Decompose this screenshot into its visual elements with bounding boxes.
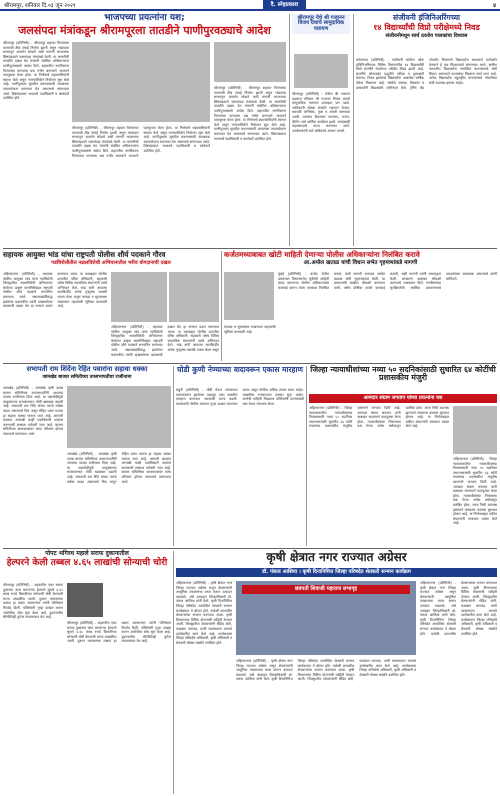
- article-headline: जलसंपदा मंत्रांकडून श्रीरामपूरला तातडीने पाणीपुरवठ्याचे आदेश: [18, 24, 271, 38]
- photo-minister-meeting: [72, 42, 210, 122]
- photo-mla-jagtap: [453, 406, 497, 454]
- article-headline: कृषी क्षेत्रात नगर राज्यात अग्रेसर: [266, 550, 407, 564]
- article-headline: सहायक आयुक्त भांड यांचा राष्ट्रपती पोलीस शौर्य पदकाने गौरव: [3, 250, 166, 259]
- article-subheadline-band: डॉ. पंकज आशिया । कृषी दिनानिमित्त जिल्हा परिषदेत शेतकरी सन्मान कार्यक्रम: [176, 568, 497, 577]
- article-kicker: पोपट भगिरथ महाले सराफ दुकानातील: [45, 550, 129, 557]
- masthead: [0, 0, 500, 11]
- photo-medal-ceremony: [111, 272, 167, 322]
- photo-banner-text: छत्रपती शिवाजी महाराज सभागृह: [242, 585, 410, 594]
- article-headline: घोडी कुणी नेण्याच्या वादावरून एकास मारहाण: [177, 365, 303, 374]
- article-body: श्रीरामपूर (प्रतिनिधी) - येथील श्री गजानन महाराज मंदिरात श्री गजानन विजय ग्रंथाचे सामुदायिक पारायण उत्साहात पार पडले. भाविकांनी मोठ्या संख्येने सहभाग घेतला. सकाळी अभिषेक, पूजा व आरती करण्यात आली. त्यानंतर दिवसभर पारायण, भजन, कीर्तन असे धार्मिक कार्यक्रम झाले. सायंकाळी महाप्रसादाचे वाटप करण्यात आले. आयोजकांनी सर्व भाविकांचे आभार मानले.: [292, 92, 350, 133]
- photo-parayan: [294, 54, 348, 88]
- article-body-cont: अहिल्यानगर (प्रतिनिधी) - जिल्हा न्यायालयातील न्यायाधीशांच्या निवासासाठी नव्या ५० सदनिका उभारण्यासाठी सुधारित ६४ कोटी रुपयांच्या प्रशासकीय मंजुरीस शासनाने मान्यता दिली आहे. आमदार संग्राम जगताप यांनी याबाबत सातत्याने पाठपुरावा केला होता. न्यायाधीशांच्या निवासाचा प्रश्न गेल्या अनेक वर्षांपासून प्रलंबित होता. आता निधी उपलब्ध झाल्याने लवकरच कामास सुरुवात होणार आहे. या निर्णयाबद्दल वकील संघटनांनी समाधान व्यक्त केले आहे.: [453, 457, 497, 526]
- article-karjat: [224, 251, 497, 361]
- article-sanjivani: [356, 14, 497, 246]
- article-subheadline: आ.अमोल खताळ यांची विधान सभेत गृहमंत्र्यांकडे मागणी: [303, 259, 418, 266]
- article-subheadline: संजीवनीमधून सार्थ ठरतोय पालकांचा विश्वास: [385, 33, 468, 40]
- article-body-cont: जामखेड (प्रतिनिधी) - जामखेड कृषी उत्पन्न बाजार समितीच्या उपसभापतींनी आपल्या पदाचा राजीनामा दिला आहे. या घडामोडीमुळे तालुक्याच्या राजकारणात मोठी खळबळ उडाली आहे. सभापती राम शिंदे यांच्या गटाचे वर्चस्व वाढत असल्याचे चित्र असून रोहित पवार गटाला हा सहावा धक्का मानला जात आहे. आगामी काळात आणखी काही पदाधिकारी पक्षांतर करण्याची शक्यता वर्तवली जात आहे. बाजार समितीच्या कामकाजावर याचा परिणाम होणार नसल्याचे सांगण्यात आले.: [67, 452, 171, 484]
- article-horse-dispute: [176, 366, 304, 546]
- article-judges-flats: [309, 366, 497, 546]
- article-body: मुंबई (प्रतिनिधी) - कर्जत येथील प्रकरणात विधानसभेत चुकीची माहिती सादर करणाऱ्या पोलीस अधिकाऱ्यांवर कारवाई करून त्यांना तात्काळ निलंबित करावे, अशी मागणी आमदार अमोल खताळ यांनी गृहमंत्र्यांकडे केली. या प्रकरणाची सखोल चौकशी करण्यात यावी, तसेच दोषींवर कठोर कारवाई करावी, अशी मागणी त्यांनी सभागृहात केली. सरकारने याबाबत चौकशी करण्याचे आश्वासन दिले. नागरिकांच्या सुरक्षिततेशी संबंधित प्रकरणांमध्ये पारदर्शकता आवश्यक असल्याचे त्यांनी सांगितले.: [278, 272, 497, 290]
- article-body-cont: अहिल्यानगर (प्रतिनिधी) - सहायक पोलीस आयुक्त भांड यांना गडचिरोली जिल्ह्यातील नक्षलविरोधी अभियानात केलेल्या उत्कृष्ट कामगिरीबद्दल राष्ट्रपती पोलीस शौर्य पदकाने सन्मानित करण्यात आले. नक्षलवाद्यांविरुद्ध झालेल्या चकमकीत त्यांनी दाखवलेल्या धाडसाची दखल घेत हा सन्मान प्रदान करण्यात आला. या यशाबद्दल पोलीस दलातील वरिष्ठ अधिकारी, सहकारी तसेच विविध सामाजिक संघटनांनी त्यांचे अभिनंदन केले. भांड यांनी आपल्या कारकिर्दीत अनेक गुन्ह्यांचा यशस्वी तपास केला असून कायदा व सुव्यवस्था राखण्यात महत्त्वाची भूमिका बजावली आहे.: [111, 325, 276, 357]
- article-subheadline: गडचिरोलीतील नक्षलविरोधी अभियानातील भरीव योगदानाची दखल: [51, 259, 171, 266]
- article-body: श्रीरामपूर (प्रतिनिधी) - शहरातील एका सराफ दुकानात काम करणाऱ्या हेल्परने सुमारे ४.६५ लाख रुपये किमतीच्या सोन्याची चोरी केल्याची घटना उघडकीस आली. दुकान मालकाच्या लक्षात हा प्रकार आल्यानंतर त्यांनी पोलिसांत फिर्याद दिली. पोलिसांनी गुन्हा दाखल करून आरोपीचा शोध सुरू केला आहे. दुकानातील सीसीटीव्ही फुटेज तपासण्यात येत आहे.: [3, 583, 63, 620]
- photo-theft-illustration: [67, 583, 103, 617]
- article-water-col3: श्रीरामपूर (प्रतिनिधी) - श्रीरामपूर शहरात पिण्याच्या पाण्याची तीव्र टंचाई निर्माण झाली असून भंडारदरा धरणातून आवर्तन सोडावे अशी मागणी भाजपच्या शिष्टमंडळाने जलसंपदा मंत्र्यांकडे केली. या मागणीची तातडीने दखल घेत मंत्र्यांनी संबंधित अधिकाऱ्यांना पाणीपुरवठ्याचे आदेश दिले. शहरातील नागरिकांना पिण्याच्या पाण्याचा प्रश्न गंभीर बनल्याने भाजपने पाठपुरावा केला होता. या निर्णयाचे शहरवासियांनी स्वागत केले असून नगरपालिकेने नियोजन सुरू केले आहे. पाणीपुरवठा सुरळीत करण्यासाठी आवश्यक उपाययोजना करण्यात येत असल्याचे सांगण्यात आले. शिष्टमंडळात भाजपचे पदाधिकारी व कार्यकर्ते उपस्थित होते.: [214, 86, 286, 141]
- photo-officer: [169, 272, 219, 322]
- article-parayan: [292, 14, 350, 246]
- article-body-cont: अहिल्यानगर (प्रतिनिधी) - कृषी क्षेत्रात नगर जिल्हा राज्यात अग्रेसर असून शेतकऱ्यांनी आधुनिक तंत्रज्ञानाचा वापर करून उत्पादन वाढवावे, असे आवाहन जिल्हाधिकारी डॉ. पंकज आशिया यांनी केले. कृषी दिनानिमित्त जिल्हा परिषदेत आयोजित शेतकरी सन्मान कार्यक्रमात ते बोलत होते. यावेळी प्रगतशील शेतकऱ्यांचा सन्मान करण्यात आला. कृषी विभागाच्या विविध योजनांची माहिती देण्यात आली. जिल्ह्यातील शेतकऱ्यांनी सेंद्रिय शेती, फळबाग लागवड, पाणी व्यवस्थापन यामध्ये उल्लेखनीय काम केले आहे. कार्यक्रमास जिल्हा परिषदेचे अधिकारी, कृषी अधिकारी व शेतकरी मोठ्या संख्येने उपस्थित होते.: [236, 659, 416, 682]
- article-body-cont: श्रीरामपूर (प्रतिनिधी) - शहरातील एका सराफ दुकानात काम करणाऱ्या हेल्परने सुमारे ४.६५ लाख रुपये किमतीच्या सोन्याची चोरी केल्याची घटना उघडकीस आली. दुकान मालकाच्या लक्षात हा प्रकार आल्यानंतर त्यांनी पोलिसांत फिर्याद दिली. पोलिसांनी गुन्हा दाखल करून आरोपीचा शोध सुरू केला आहे. दुकानातील सीसीटीव्ही फुटेज तपासण्यात येत आहे.: [67, 621, 171, 644]
- article-headline: जिल्हा न्यायाधीशांच्या नव्या ५० सदनिकांसाठी सुधारित ६४ कोटींची प्रशासकीय मंजुरी: [310, 365, 496, 383]
- article-body: अहिल्यानगर (प्रतिनिधी) - जिल्हा न्यायालयातील न्यायाधीशांच्या निवासासाठी नव्या ५० सदनिका उभारण्यासाठी सुधारित ६४ कोटी रुपयांच्या प्रशासकीय मंजुरीस शासनाने मान्यता दिली आहे. आमदार संग्राम जगताप यांनी याबाबत सातत्याने पाठपुरावा केला होता. न्यायाधीशांच्या निवासाचा प्रश्न गेल्या अनेक वर्षांपासून प्रलंबित होता. आता निधी उपलब्ध झाल्याने लवकरच कामास सुरुवात होणार आहे. या निर्णयाबद्दल वकील संघटनांनी समाधान व्यक्त केले आहे.: [309, 406, 449, 429]
- article-ram-shinde: [3, 366, 171, 546]
- article-body: जामखेड (प्रतिनिधी) - जामखेड कृषी उत्पन्न बाजार समितीच्या उपसभापतींनी आपल्या पदाचा राजीनामा दिला आहे. या घडामोडीमुळे तालुक्याच्या राजकारणात मोठी खळबळ उडाली आहे. सभापती राम शिंदे यांच्या गटाचे वर्चस्व वाढत असल्याचे चित्र असून रोहित पवार गटाला हा सहावा धक्का मानला जात आहे. आगामी काळात आणखी काही पदाधिकारी पक्षांतर करण्याची शक्यता वर्तवली जात आहे. बाजार समितीच्या कामकाजावर याचा परिणाम होणार नसल्याचे सांगण्यात आले.: [3, 386, 63, 436]
- article-body: अहिल्यानगर (प्रतिनिधी) - कृषी क्षेत्रात नगर जिल्हा राज्यात अग्रेसर असून शेतकऱ्यांनी आधुनिक तंत्रज्ञानाचा वापर करून उत्पादन वाढवावे, असे आवाहन जिल्हाधिकारी डॉ. पंकज आशिया यांनी केले. कृषी दिनानिमित्त जिल्हा परिषदेत आयोजित शेतकरी सन्मान कार्यक्रमात ते बोलत होते. यावेळी प्रगतशील शेतकऱ्यांचा सन्मान करण्यात आला. कृषी विभागाच्या विविध योजनांची माहिती देण्यात आली. जिल्ह्यातील शेतकऱ्यांनी सेंद्रिय शेती, फळबाग लागवड, पाणी व्यवस्थापन यामध्ये उल्लेखनीय काम केले आहे. कार्यक्रमास जिल्हा परिषदेचे अधिकारी, कृषी अधिकारी व शेतकरी मोठ्या संख्येने उपस्थित होते.: [176, 581, 232, 645]
- article-water-col2: श्रीरामपूर (प्रतिनिधी) - श्रीरामपूर शहरात पिण्याच्या पाण्याची तीव्र टंचाई निर्माण झाली असून भंडारदरा धरणातून आवर्तन सोडावे अशी मागणी भाजपच्या शिष्टमंडळाने जलसंपदा मंत्र्यांकडे केली. या मागणीची तातडीने दखल घेत मंत्र्यांनी संबंधित अधिकाऱ्यांना पाणीपुरवठ्याचे आदेश दिले. शहरातील नागरिकांना पिण्याच्या पाण्याचा प्रश्न गंभीर बनल्याने भाजपने पाठपुरावा केला होता. या निर्णयाचे शहरवासियांनी स्वागत केले असून नगरपालिकेने नियोजन सुरू केले आहे. पाणीपुरवठा सुरळीत करण्यासाठी आवश्यक उपाययोजना करण्यात येत असल्याचे सांगण्यात आले. शिष्टमंडळात भाजपचे पदाधिकारी व कार्यकर्ते उपस्थित होते.: [72, 126, 210, 158]
- article-body: श्रीरामपूर (प्रतिनिधी) - श्रीरामपूर शहरात पिण्याच्या पाण्याची तीव्र टंचाई निर्माण झाली असून भंडारदरा धरणातून आवर्तन सोडावे अशी मागणी भाजपच्या शिष्टमंडळाने जलसंपदा मंत्र्यांकडे केली. या मागणीची तातडीने दखल घेत मंत्र्यांनी संबंधित अधिकाऱ्यांना पाणीपुरवठ्याचे आदेश दिले. शहरातील नागरिकांना पिण्याच्या पाण्याचा प्रश्न गंभीर बनल्याने भाजपने पाठपुरावा केला होता. या निर्णयाचे शहरवासियांनी स्वागत केले असून नगरपालिकेने नियोजन सुरू केले आहे. पाणीपुरवठा सुरळीत करण्यासाठी आवश्यक उपाययोजना करण्यात येत असल्याचे सांगण्यात आले. शिष्टमंडळात भाजपचे पदाधिकारी व कार्यकर्ते उपस्थित होते.: [3, 41, 69, 101]
- article-body: कोपरगाव (प्रतिनिधी) - संजीवनी कॉलेज ऑफ इंजिनिअरिंगच्या विविध विभागांतील १४ विद्यार्थ्यांची विप्रो कंपनीने घेतलेल्या परीक्षेत निवड झाली आहे. कंपनीने ऑनलाईन पद्धतीने परीक्षा व मुलाखती घेतल्या. निवड झालेल्या विद्यार्थ्यांना आकर्षक वार्षिक पॅकेज मिळणार आहे. संस्थेचे अध्यक्ष, विश्वस्त व प्राचार्यांनी विद्यार्थ्यांचे अभिनंदन केले. ट्रेनिंग अँड प्लेसमेंट विभागाने विद्यार्थ्यांना सातत्याने मार्गदर्शन केल्याने हे यश मिळाल्याचे सांगण्यात आले. ग्रामीण भागातील विद्यार्थ्यांना नामांकित कंपन्यांमध्ये संधी मिळत असल्याने पालकांचा विश्वास सार्थ ठरत आहे. अनेक विद्यार्थ्यांना बहुराष्ट्रीय कंपन्यांमध्ये नोकरीच्या संधी उपलब्ध झाल्या आहेत.: [356, 58, 497, 90]
- article-kicker: संजीवनी इंजिनिअरिंगच्या: [393, 13, 460, 22]
- article-headline: सभापती राम शिंदेंना रेहिंत पवारांना सहावा धक्का: [26, 365, 148, 373]
- article-gold-theft: [3, 551, 171, 794]
- article-body: अहिल्यानगर (प्रतिनिधी) - सहायक पोलीस आयुक्त भांड यांना गडचिरोली जिल्ह्यातील नक्षलविरोधी अभियानात केलेल्या उत्कृष्ट कामगिरीबद्दल राष्ट्रपती पोलीस शौर्य पदकाने सन्मानित करण्यात आले. नक्षलवाद्यांविरुद्ध झालेल्या चकमकीत त्यांनी दाखवलेल्या धाडसाची दखल घेत हा सन्मान प्रदान करण्यात आला. या यशाबद्दल पोलीस दलातील वरिष्ठ अधिकारी, सहकारी तसेच विविध सामाजिक संघटनांनी त्यांचे अभिनंदन केले. भांड यांनी आपल्या कारकिर्दीत अनेक गुन्ह्यांचा यशस्वी तपास केला असून कायदा व सुव्यवस्था राखण्यात महत्त्वाची भूमिका बजावली आहे.: [3, 272, 107, 309]
- article-body: राहुरी (प्रतिनिधी) - घोडी घेऊन जाण्याच्या कारणावरून झालेल्या वादातून एका व्यक्तीस मारहाण करण्यात आल्याची घटना घडली. याप्रकरणी पोलीस ठाण्यात गुन्हा दाखल करण्यात आला असून पोलीस अधिक तपास करत आहेत. जखमीवर रुग्णालयात उपचार सुरू आहेत. घटनेची माहिती मिळताच पोलिसांनी घटनास्थळी धाव घेऊन पंचनामा केला.: [176, 388, 304, 406]
- photo-shinde-group: [67, 386, 171, 448]
- article-agriculture: [176, 551, 497, 794]
- masthead-dateline: श्रीरामपूर, शनिवार दि.०३ जून २०२१: [4, 2, 76, 9]
- page-number: ४: [493, 2, 496, 9]
- article-headline: कर्जतमध्याबाबत खोटी माहिती देणाऱ्या पोलीस अधिकाऱ्यांना निलंबित करावे: [224, 250, 420, 259]
- article-headline: १४ विद्यार्थ्यांची विप्रो परीक्षेमध्ये निवड: [373, 22, 480, 32]
- article-kicker: भाजपच्या प्रयत्नांना यश;: [104, 13, 185, 23]
- photo-water-delegation: [214, 42, 286, 82]
- article-headline: हेल्परने केली तब्बल ४.६५ लाखांची सोन्याची चोरी: [6, 558, 168, 569]
- photo-farmer-felicitation: [236, 581, 416, 655]
- article-subheadline: जामखेड बाजार समितीच्या उपसभापतीचा राजीनामा: [42, 375, 132, 381]
- article-body-right: अहिल्यानगर (प्रतिनिधी) - कृषी क्षेत्रात नगर जिल्हा राज्यात अग्रेसर असून शेतकऱ्यांनी आधुनिक तंत्रज्ञानाचा वापर करून उत्पादन वाढवावे, असे आवाहन जिल्हाधिकारी डॉ. पंकज आशिया यांनी केले. कृषी दिनानिमित्त जिल्हा परिषदेत आयोजित शेतकरी सन्मान कार्यक्रमात ते बोलत होते. यावेळी प्रगतशील शेतकऱ्यांचा सन्मान करण्यात आला. कृषी विभागाच्या विविध योजनांची माहिती देण्यात आली. जिल्ह्यातील शेतकऱ्यांनी सेंद्रिय शेती, फळबाग लागवड, पाणी व्यवस्थापन यामध्ये उल्लेखनीय काम केले आहे. कार्यक्रमास जिल्हा परिषदेचे अधिकारी, कृषी अधिकारी व शेतकरी मोठ्या संख्येने उपस्थित होते.: [420, 581, 497, 636]
- article-subheadline-band: आमदार संग्राम जगताप यांच्या प्रयत्नांना यश: [309, 394, 497, 403]
- article-police-medal: [3, 250, 276, 361]
- masthead-paper-name: दै. स्नेहप्रकाश: [263, 0, 307, 10]
- article-headline: श्रीरामपूर येथे श्री गजानन विजय ग्रंथाचे सामुदायिक पारायण: [292, 14, 350, 34]
- photo-mla: [224, 272, 274, 320]
